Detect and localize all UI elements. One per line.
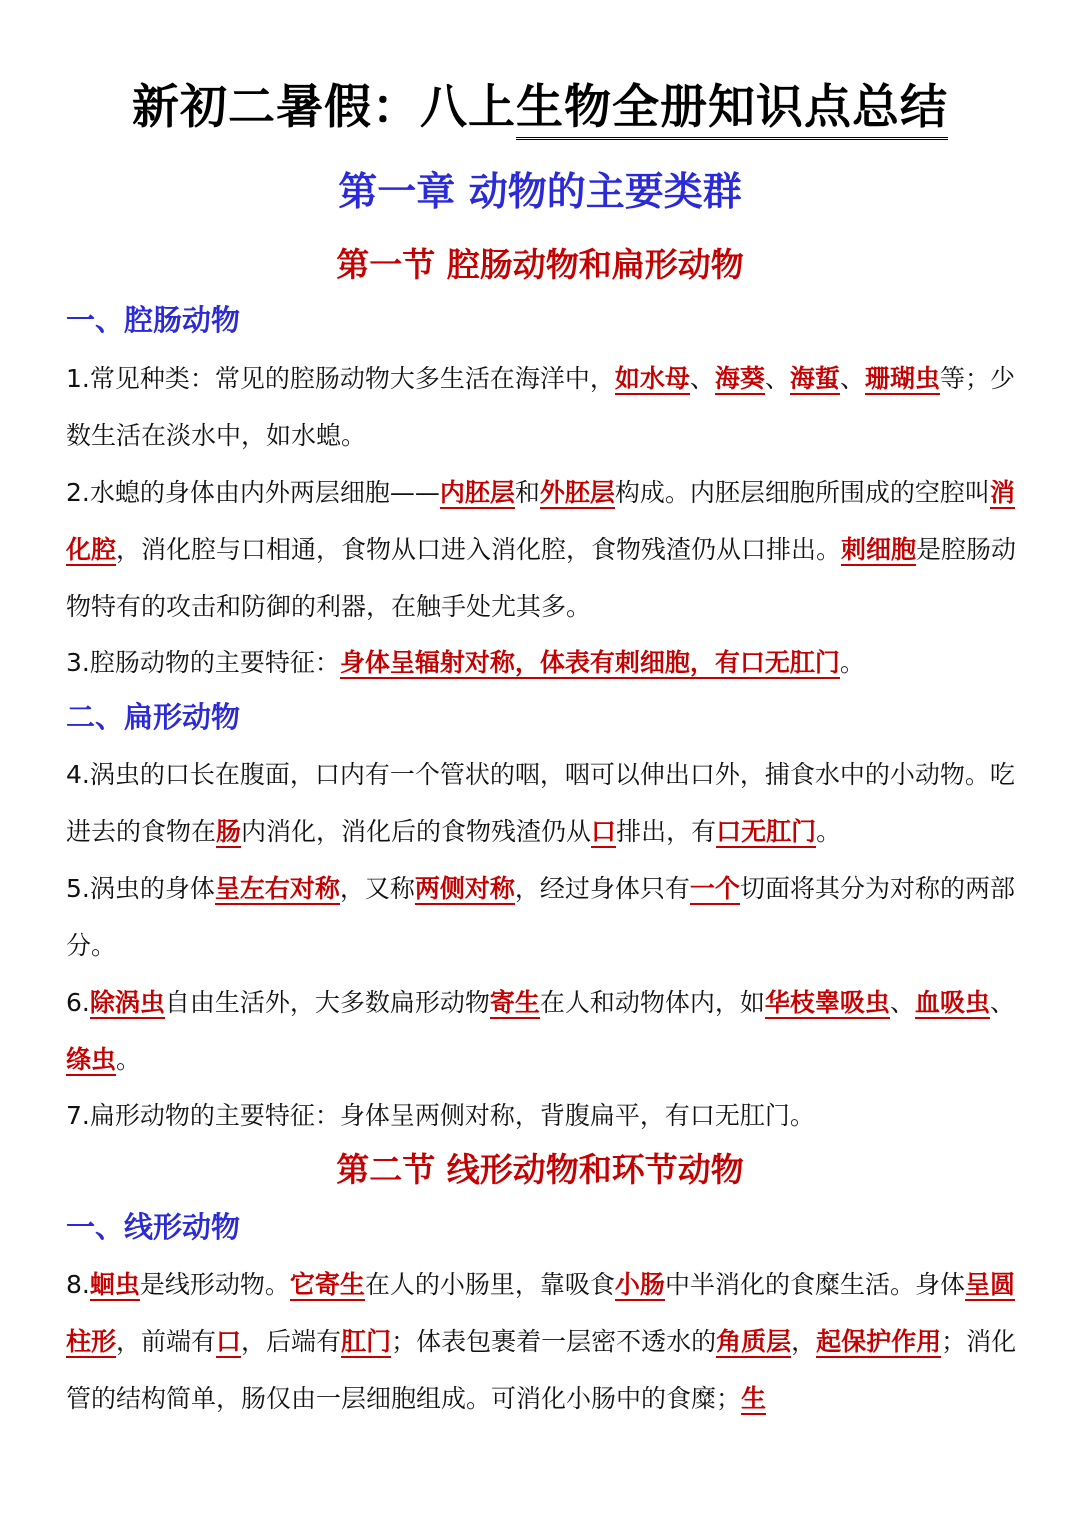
p1-sep-2: 、	[764, 364, 790, 393]
p5-key-3: 一个	[689, 874, 740, 903]
p3-text-1: 3.腔肠动物的主要特征：	[66, 648, 340, 677]
p4-key-2: 口	[591, 817, 617, 846]
p6-text-4: 。	[116, 1045, 142, 1074]
title-prefix: 新初二暑假：八上	[132, 80, 516, 135]
p7-text-1: 7.扁形动物的主要特征：身体呈两侧对称，背腹扁平，有口无肛门。	[66, 1101, 815, 1130]
p1-sep-1: 、	[689, 364, 715, 393]
p6-sep-2: 、	[989, 988, 1015, 1017]
p8-text-7: ；体表包裹着一层密不透水的	[391, 1327, 717, 1356]
p6-key-1: 除涡虫	[89, 988, 165, 1017]
p2-key-1: 内胚层	[439, 478, 515, 507]
p4-text-2: 内消化，消化后的食物残渣仍从	[241, 817, 592, 846]
p6-text-2: 自由生活外，大多数扁形动物	[164, 988, 490, 1017]
p5-text-2: ，又称	[339, 874, 415, 903]
p8-key-3: 小肠	[614, 1270, 665, 1299]
p8-key-2: 它寄生	[289, 1270, 365, 1299]
p1-key-2: 海葵	[714, 364, 765, 393]
p5-key-1: 呈左右对称	[214, 874, 340, 903]
p4-text-4: 。	[816, 817, 842, 846]
p8-key-8: 起保护作用	[816, 1327, 942, 1356]
p1-text-2: 等；少数生活在淡水中，如水螅。	[66, 364, 1015, 450]
p4-key-3: 口无肛门	[716, 817, 817, 846]
paragraph-3	[66, 634, 1018, 691]
p2-text-3: 构成。内胚层细胞所围成的空腔叫	[614, 478, 990, 507]
p8-text-6: ，后端有	[241, 1327, 342, 1356]
p4-key-1: 肠	[216, 817, 242, 846]
paragraph-5	[66, 860, 1018, 974]
p6-text-3: 在人和动物体内，如	[539, 988, 765, 1017]
paragraph-4	[66, 746, 1018, 860]
p8-key-7: 角质层	[716, 1327, 792, 1356]
p8-key-1: 蛔虫	[89, 1270, 140, 1299]
p1-sep-3: 、	[839, 364, 865, 393]
p8-key-6: 肛门	[341, 1327, 392, 1356]
p2-text-5: 是腔肠动物特有的攻击和防御的利器，在触手处尤其多。	[66, 535, 1017, 621]
p8-text-9: ；消化管的结构简单，肠仅由一层细胞组成。可消化小肠中的食糜；	[66, 1327, 1017, 1413]
p2-key-2: 外胚层	[539, 478, 615, 507]
p8-text-1: 8.	[66, 1270, 90, 1299]
p2-key-4: 刺细胞	[841, 535, 917, 564]
p8-key-9: 生	[741, 1384, 767, 1413]
p1-key-3: 海蜇	[789, 364, 840, 393]
subheading-coelenterates: 一、腔肠动物	[66, 303, 241, 337]
p5-text-3: ，经过身体只有	[514, 874, 690, 903]
p8-key-4: 呈圆柱形	[66, 1270, 1015, 1356]
p3-key-1: 身体呈辐射对称，体表有刺细胞，有口无肛门	[339, 648, 840, 677]
p8-text-2: 是线形动物。	[139, 1270, 290, 1299]
p5-text-1: 5.涡虫的身体	[66, 874, 215, 903]
p6-key-2: 寄生	[489, 988, 540, 1017]
paragraph-6	[66, 974, 1018, 1088]
p1-text: 1.常见种类：常见的腔肠动物大多生活在海洋中，	[66, 364, 615, 393]
p2-key-3: 消化腔	[66, 478, 1015, 564]
chapter-title: 第一章 动物的主要类群	[338, 170, 742, 215]
paragraph-2	[66, 464, 1018, 635]
p8-key-5: 口	[216, 1327, 242, 1356]
p2-text-4: ，消化腔与口相通，食物从口进入消化腔，食物残渣仍从口排出。	[116, 535, 842, 564]
p8-text-4: 中半消化的食糜生活。身体	[664, 1270, 965, 1299]
p4-text-3: 排出，有	[616, 817, 717, 846]
section-title-1: 第一节 腔肠动物和扁形动物	[336, 245, 744, 284]
paragraph-1	[66, 350, 1018, 464]
p8-text-8: ，	[791, 1327, 817, 1356]
p2-text-2: 和	[514, 478, 540, 507]
p6-sep-1: 、	[889, 988, 915, 1017]
p4-text-1: 4.涡虫的口长在腹面，口内有一个管状的咽，咽可以伸出口外，捕食水中的小动物。吃进去的食物在	[66, 760, 1015, 846]
p1-key-1: 如水母	[614, 364, 690, 393]
paragraph-8	[66, 1256, 1018, 1427]
p6-key-5: 绦虫	[66, 1045, 117, 1074]
p8-text-5: ，前端有	[116, 1327, 217, 1356]
p6-key-4: 血吸虫	[914, 988, 990, 1017]
p5-key-2: 两侧对称	[414, 874, 515, 903]
subheading-flatworms: 二、扁形动物	[66, 700, 241, 734]
p8-text-3: 在人的小肠里，靠吸食	[364, 1270, 615, 1299]
p1-key-4: 珊瑚虫	[864, 364, 940, 393]
p5-text-4: 切面将其分为对称的两部分。	[66, 874, 1015, 960]
paragraph-7	[66, 1087, 1018, 1144]
subheading-roundworms: 一、线形动物	[66, 1210, 241, 1244]
section-title-2: 第二节 线形动物和环节动物	[336, 1150, 744, 1189]
title-underlined: 生物全册知识点总结	[516, 80, 948, 140]
p6-key-3: 华枝睾吸虫	[764, 988, 890, 1017]
p3-text-2: 。	[839, 648, 865, 677]
document-title	[0, 76, 1080, 140]
p6-text-1: 6.	[66, 988, 90, 1017]
p2-text-1: 2.水螅的身体由内外两层细胞——	[66, 478, 440, 507]
